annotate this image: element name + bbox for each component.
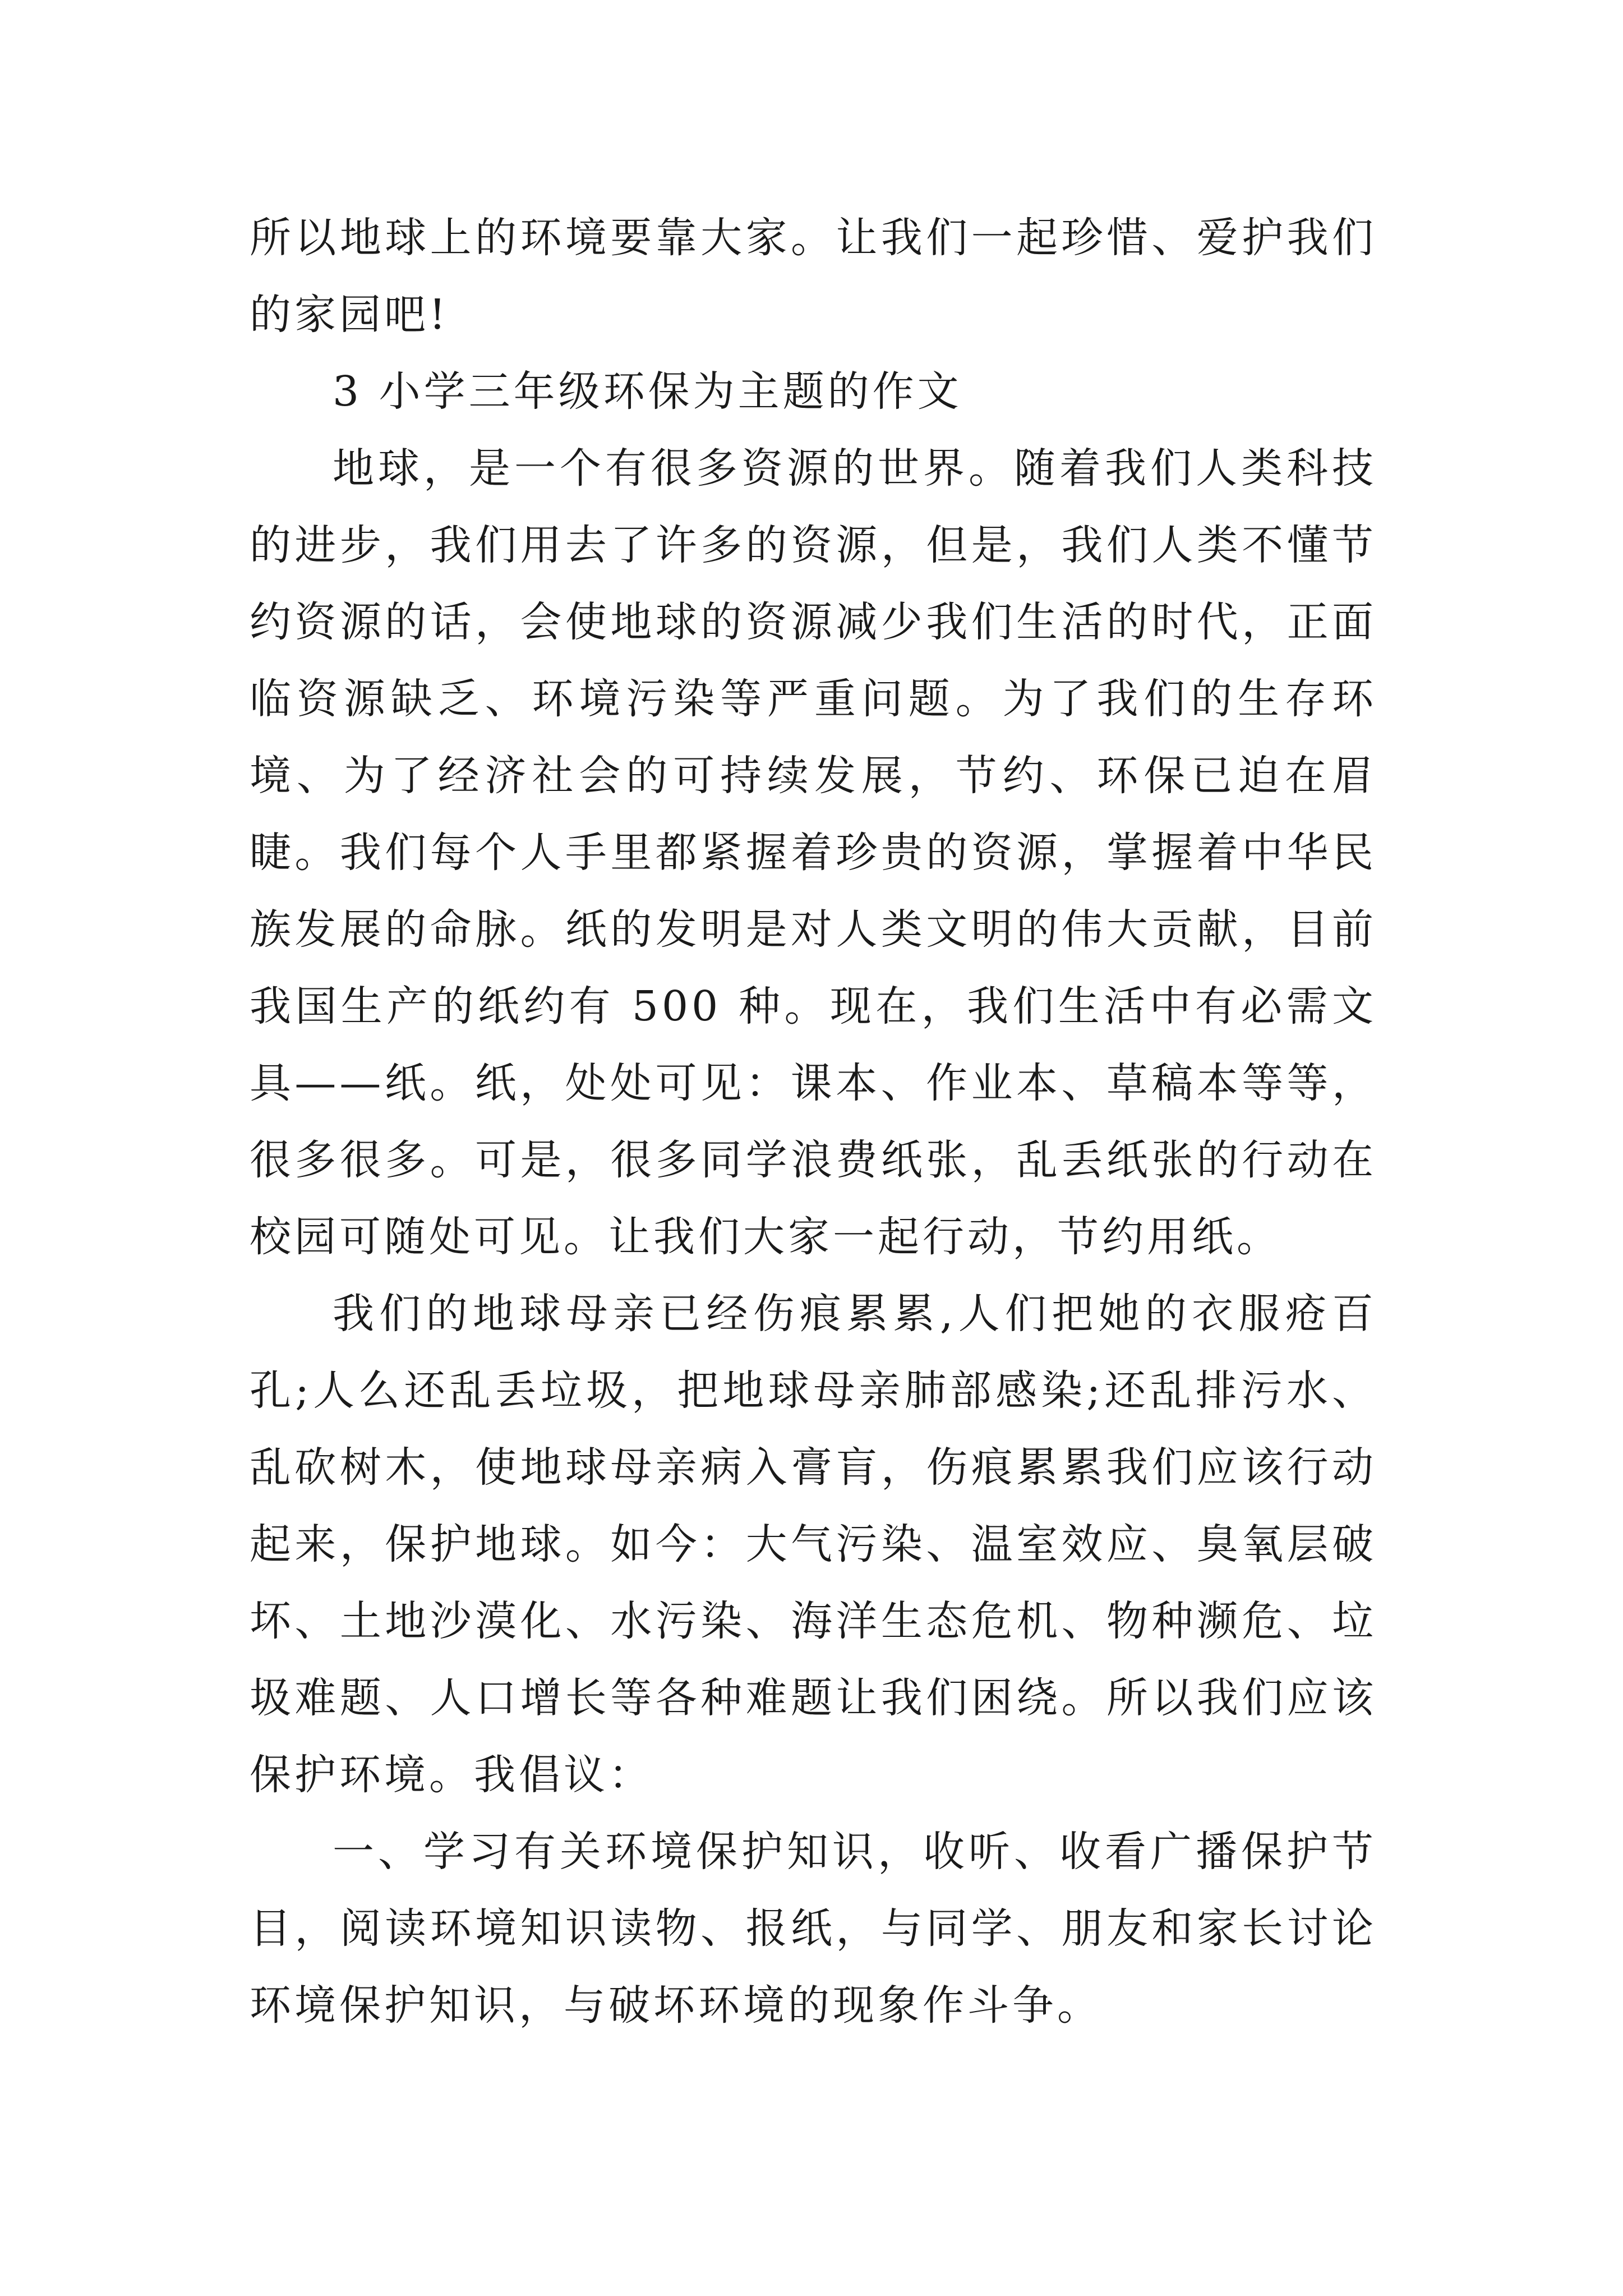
paragraph-resources: 地球，是一个有很多资源的世界。随着我们人类科技的进步，我们用去了许多的资源，但是，我们人类不懂节约资源的话，会使地球的资源减少我们生活的时代，正面临资源缺乏、环境污染等严重问题。为了我们的生存环境、为了经济社会的可持续发展，节约、环保已迫在眉睫。我们每个人手里都紧握着珍贵的资源，掌握着中华民族发展的命脉。纸的发明是对人类文明的伟大贡献，目前我国生产的纸约有 500 种。现在，我们生活中有必需文具——纸。纸，处处可见：课本、作业本、草稿本等等，很多很多。可是，很多同学浪费纸张，乱丢纸张的行动在校园可随处可见。让我们大家一起行动，节约用纸。	[250, 444, 1377, 1261]
document-body	[250, 200, 1377, 2044]
paragraph-continuation: 所以地球上的环境要靠大家。让我们一起珍惜、爱护我们的家园吧!	[250, 214, 1377, 339]
paragraph-earth-mother: 我们的地球母亲已经伤痕累累,人们把她的衣服疮百孔;人么还乱丢垃圾，把地球母亲肺部感染;还乱排污水、乱砍树木，使地球母亲病入膏肓，伤痕累累我们应该行动起来，保护地球。如今：大气污染、温室效应、臭氧层破坏、土地沙漠化、水污染、海洋生态危机、物种濒危、垃圾难题、人口增长等各种难题让我们困绕。所以我们应该保护环境。我倡议：	[250, 1290, 1377, 1799]
essay-heading: 3 小学三年级环保为主题的作文	[333, 367, 962, 416]
paragraph-proposal-one: 一、学习有关环境保护知识，收听、收看广播保护节目，阅读环境知识读物、报纸，与同学、朋友和家长讨论环境保护知识，与破坏环境的现象作斗争。	[250, 1828, 1377, 2030]
